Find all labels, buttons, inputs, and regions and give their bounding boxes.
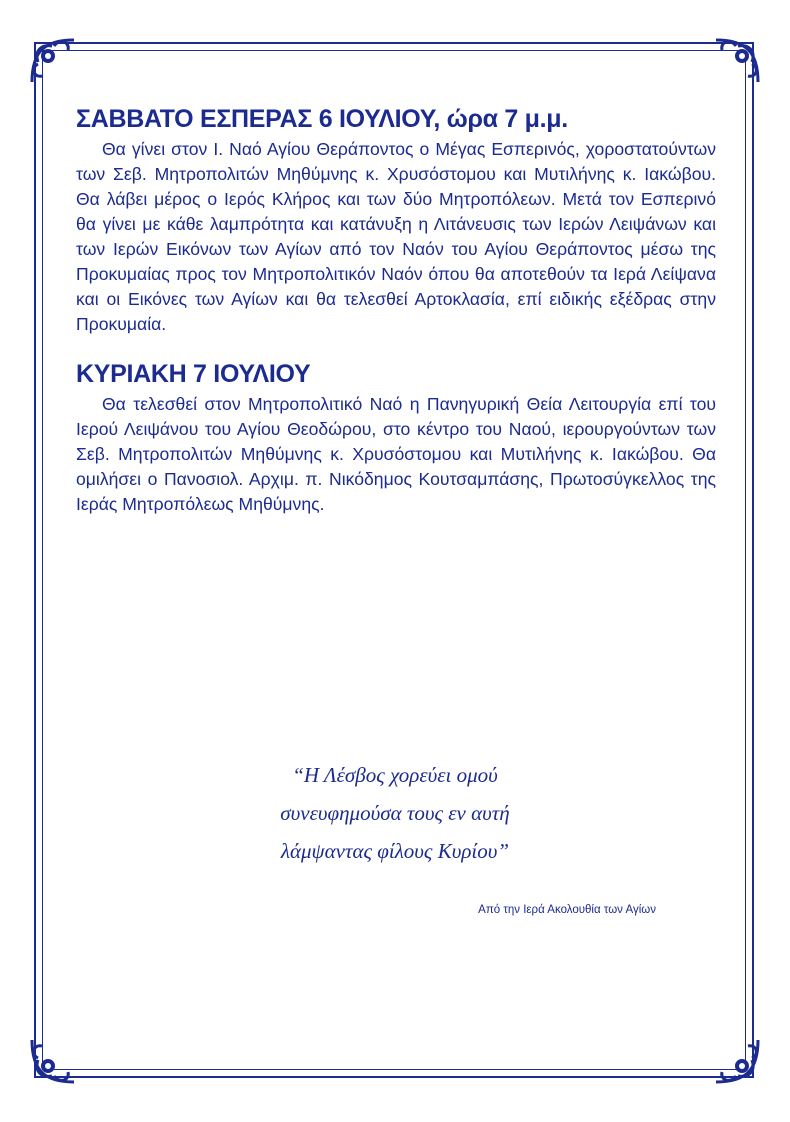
- section-saturday: [76, 104, 716, 337]
- corner-flourish-icon: [24, 32, 86, 94]
- section-heading-sunday: ΚΥΡΙΑΚΗ 7 ΙΟΥΛΙΟΥ: [76, 360, 311, 388]
- quote-line-2: συνευφημούσα τους εν αυτή: [280, 801, 510, 825]
- quote-source: Από την Ιερά Ακολουθία των Αγίων: [478, 904, 656, 916]
- section-heading-saturday: ΣΑΒΒΑΤΟ ΕΣΠΕΡΑΣ 6 ΙΟΥΛΙΟΥ, ώρα 7 μ.μ.: [76, 105, 568, 133]
- hymn-quote: [0, 756, 790, 870]
- section-text-sunday: Θα τελεσθεί στον Μητροπολιτικό Ναό η Πανηγυρική Θεία Λειτουργία επί του Ιερού Λειψάνου του Αγίου Θεοδώρου, στο κέντρο του Ναού, ιερουργούντων των Σεβ. Μητροπολιτών Μηθύμνης κ. Χρυσόστομου και Μυτιλήνης κ. Ιακώβου. Θα ομιλήσει ο Πανοσιολ. Αρχιμ. π. Νικόδημος Κουτσαμπάσης, Πρωτοσύγκελλος της Ιεράς Μητροπόλεως Μηθύμνης.: [76, 394, 716, 514]
- corner-flourish-icon: [24, 1028, 86, 1090]
- section-text-saturday: Θα γίνει στον Ι. Ναό Αγίου Θεράποντος ο Μέγας Εσπερινός, χοροστατούντων των Σεβ. Μητροπολιτών Μηθύμνης κ. Χρυσόστομου και Μυτιλήνης κ. Ιακώβου. Θα λάβει μέρος ο Ιερός Κλήρος και των δύο Μητροπόλεων. Μετά τον Εσπερινό θα γίνει με κάθε λαμπρότητα και κατάνυξη η Λιτάνευσις των Ιερών Λειψάνων και των Ιερών Εικόνων των Αγίων από τον Ναόν του Αγίου Θεράποντος μέσω της Προκυμαίας προς τον Μητροπολιτικόν Ναόν όπου θα αποτεθούν τα Ιερά Λείψανα και οι Εικόνες των Αγίων και θα τελεσθεί Αρτοκλασία, επί ειδικής εξέδρας στην Προκυμαία.: [76, 139, 716, 334]
- corner-flourish-icon: [704, 1028, 766, 1090]
- quote-line-3: λάμψαντας φίλους Κυρίου”: [280, 839, 510, 863]
- section-sunday: [76, 359, 716, 517]
- corner-flourish-icon: [704, 32, 766, 94]
- announcement-body: [76, 104, 716, 517]
- quote-line-1: “Η Λέσβος χορεύει ομού: [292, 763, 498, 787]
